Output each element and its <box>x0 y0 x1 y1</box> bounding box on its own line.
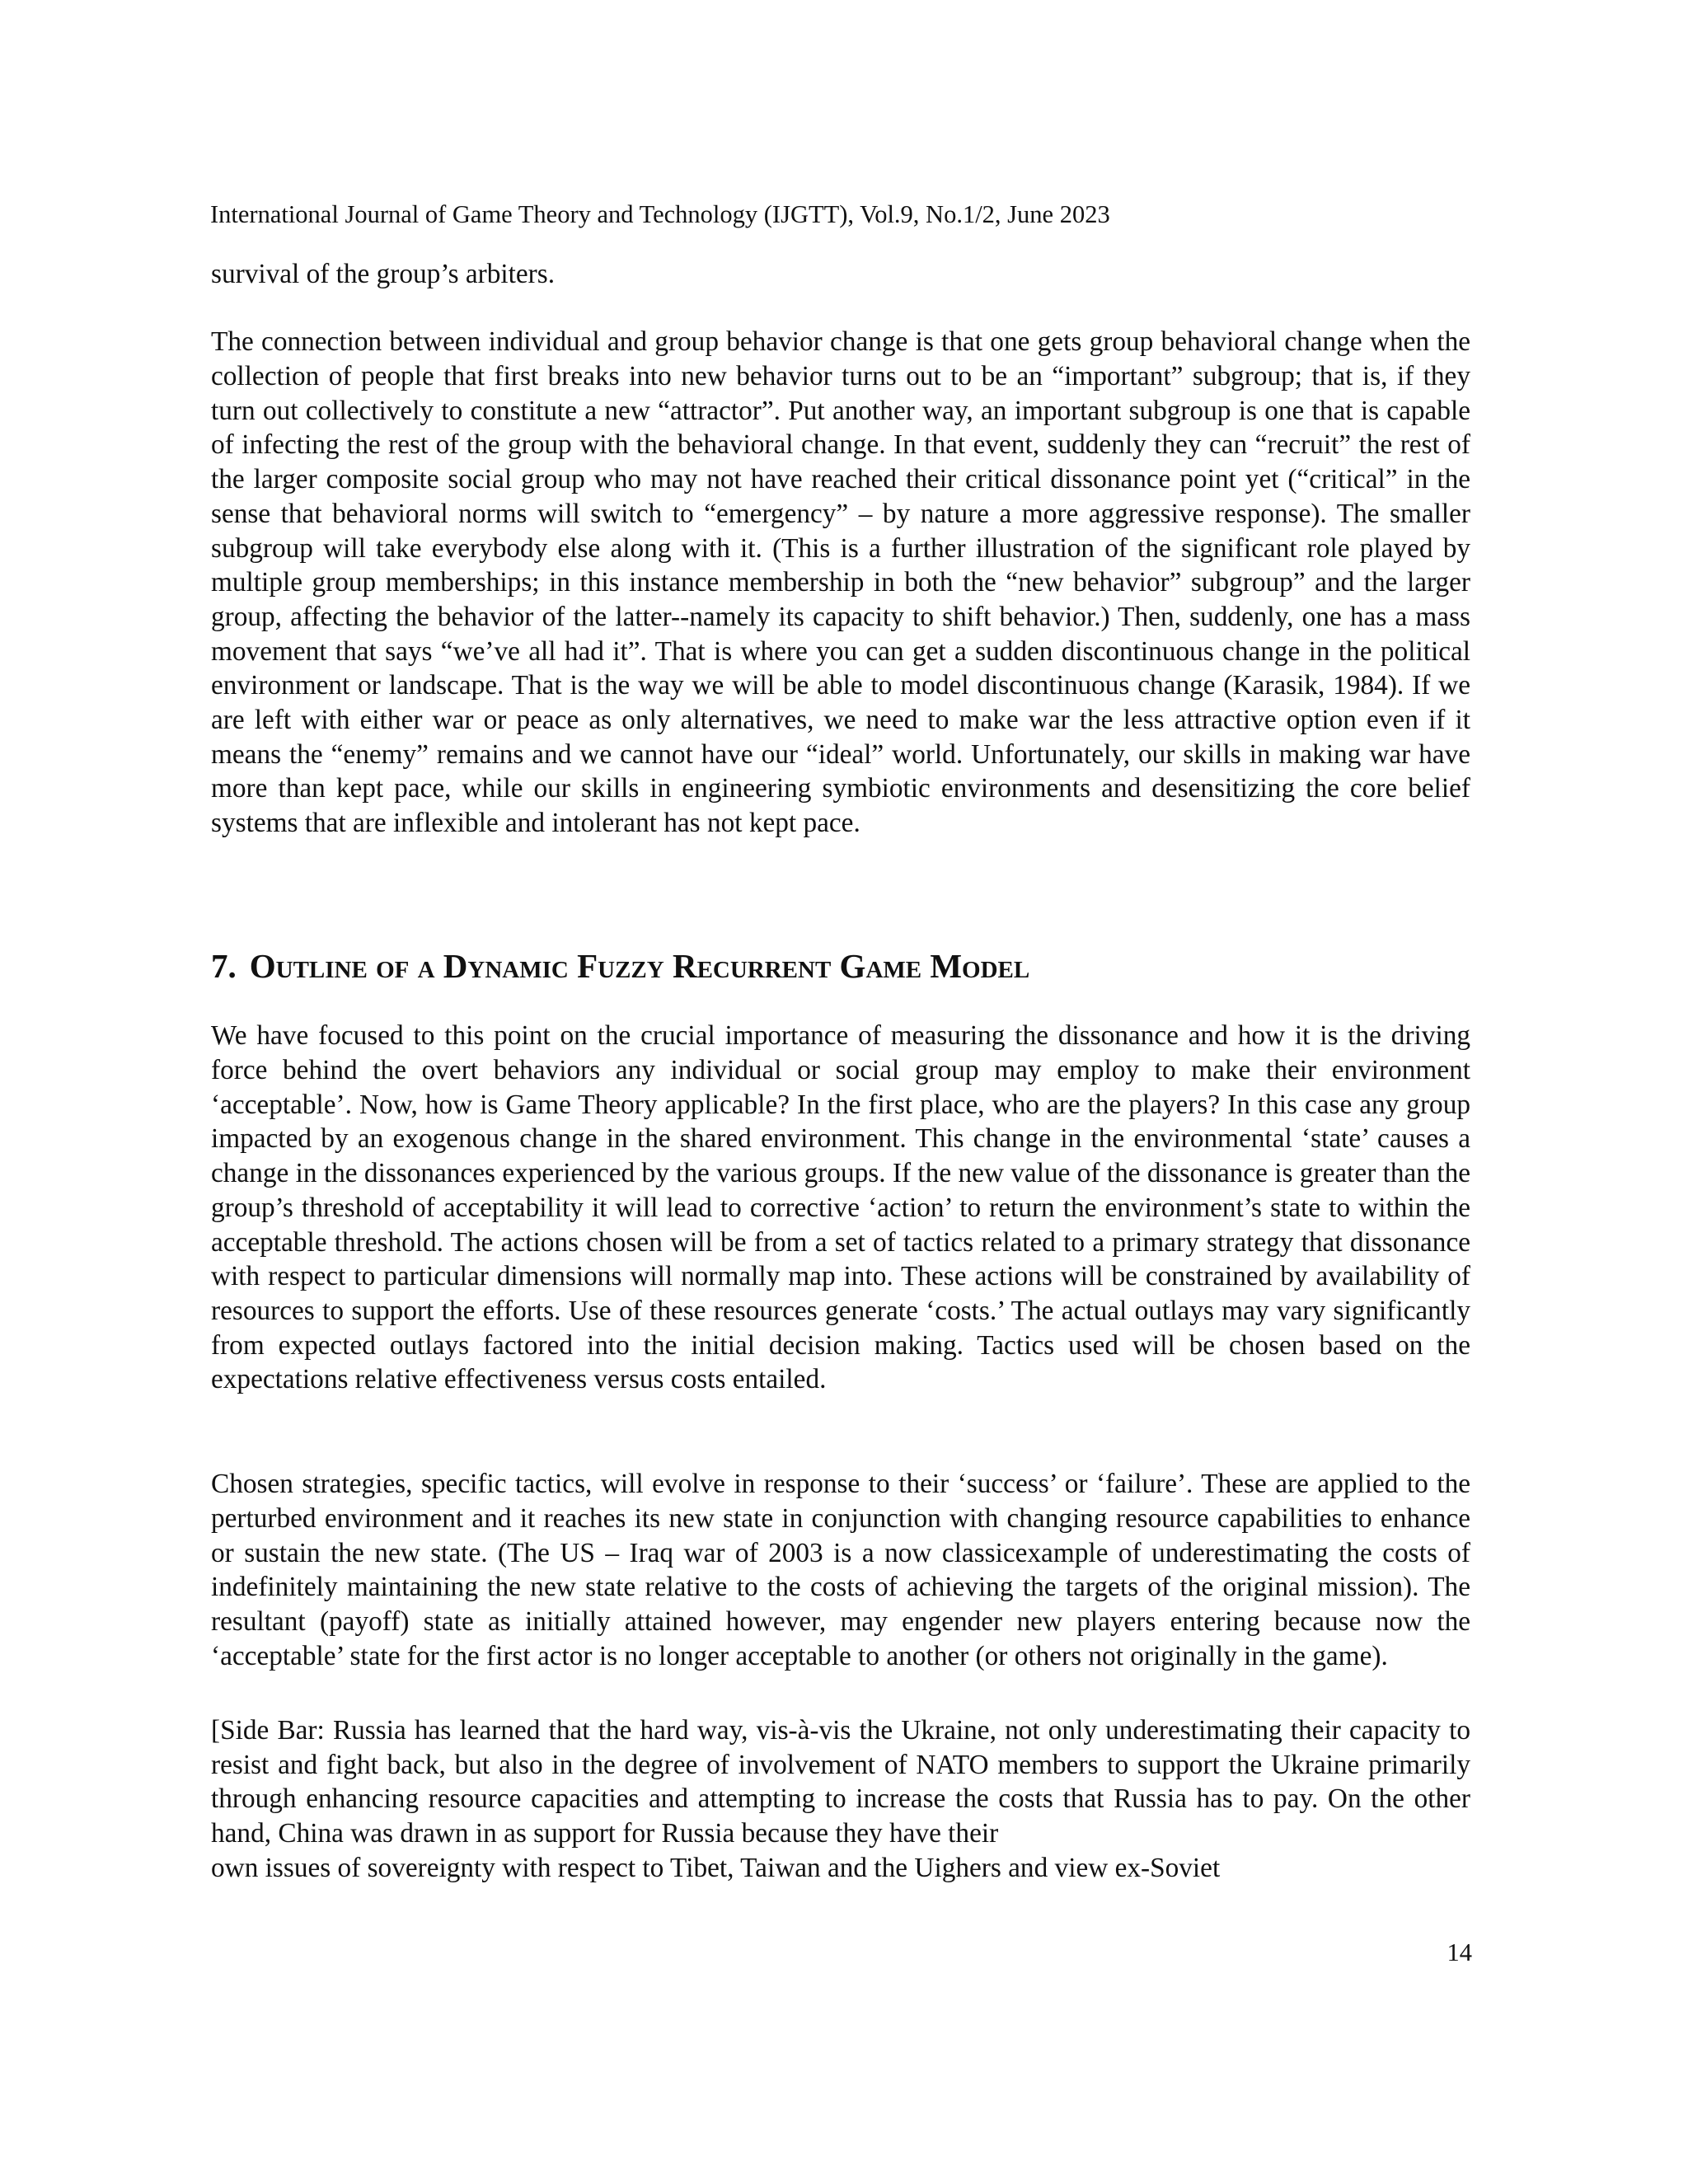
paragraph-side-bar <box>211 1713 1470 1886</box>
section-heading <box>211 944 1470 987</box>
paragraph-chosen-strategies: Chosen strategies, specific tactics, will evolve in response to their ‘success’ or ‘failure’. These are applied to the perturbed environment and it reaches its new state in conjunction with changing resource capabilities to enhance or sustain the new state. (The US – Iraq war of 2003 is a now classicexample of underestimating the costs of indefinitely maintaining the new state relative to the costs of achieving the targets of the original mission). The resultant (payoff) state as initially attained however, may engender new players entering because now the ‘acceptable’ state for the first actor is no longer acceptable to another (or others not originally in the game). <box>211 1469 1470 1671</box>
side-bar-last-line: own issues of sovereignty with respect to Tibet, Taiwan and the Uighers and view ex-Soviet <box>211 1852 1221 1883</box>
section-number: 7. <box>211 947 237 986</box>
paragraph-group-behavior-change: The connection between individual and group behavior change is that one gets group behavioral change when the collection of people that first breaks into new behavior turns out to be an “important” subgroup; that is, if they turn out collectively to constitute a new “attractor”. Put another way, an important subgroup is one that is capable of infecting the rest of the group with the behavioral change. In that event, suddenly they can “recruit” the rest of the larger composite social group who may not have reached their critical dissonance point yet (“critical” in the sense that behavioral norms will switch to “emergency” – by nature a more aggressive response). The smaller subgroup will take everybody else along with it. (This is a further illustration of the significant role played by multiple group memberships; in this instance membership in both the “new behavior” subgroup” and the larger group, affecting the behavior of the latter--namely its capacity to shift behavior.) Then, suddenly, one has a mass movement that says “we’ve all had it”. That is where you can get a sudden discontinuous change in the political environment or landscape. That is the way we will be able to model discontinuous change (Karasik, 1984). If we are left with either war or peace as only alternatives, we need to make war the less attractive option even if it means the “enemy” remains and we cannot have our “ideal” world. Unfortunately, our skills in making war have more than kept pace, while our skills in engineering symbiotic environments and desensitizing the core belief systems that are inflexible and intolerant has not kept pace. <box>211 326 1470 839</box>
paragraph-continuation: survival of the group’s arbiters. <box>211 259 556 290</box>
side-bar-text: [Side Bar: Russia has learned that the hard way, vis-à-vis the Ukraine, not only underestimating their capacity to resist and fight back, but also in the degree of involvement of NATO members to support the Ukraine primarily through enhancing resource capacities and attempting to increase the costs that Russia has to pay. On the other hand, China was drawn in as support for Russia because they have their <box>211 1715 1470 1849</box>
paragraph-game-theory-applicability: We have focused to this point on the crucial importance of measuring the dissonance and how it is the driving force behind the overt behaviors any individual or social group may employ to make their environment ‘acceptable’. Now, how is Game Theory applicable? In the first place, who are the players? In this case any group impacted by an exogenous change in the shared environment. This change in the environmental ‘state’ causes a change in the dissonances experienced by the various groups. If the new value of the dissonance is greater than the group’s threshold of acceptability it will lead to corrective ‘action’ to return the environment’s state to within the acceptable threshold. The actions chosen will be from a set of tactics related to a primary strategy that dissonance with respect to particular dimensions will normally map into. These actions will be constrained by availability of resources to support the efforts. Use of these resources generate ‘costs.’ The actual outlays may vary significantly from expected outlays factored into the initial decision making. Tactics used will be chosen based on the expectations relative effectiveness versus costs entailed. <box>211 1020 1470 1395</box>
page-number: 14 <box>1447 1938 1472 1966</box>
running-header: International Journal of Game Theory and Technology (IJGTT), Vol.9, No.1/2, June 2023 <box>210 200 1110 228</box>
section-title: Outline of a Dynamic Fuzzy Recurrent Game Model <box>249 947 1030 986</box>
